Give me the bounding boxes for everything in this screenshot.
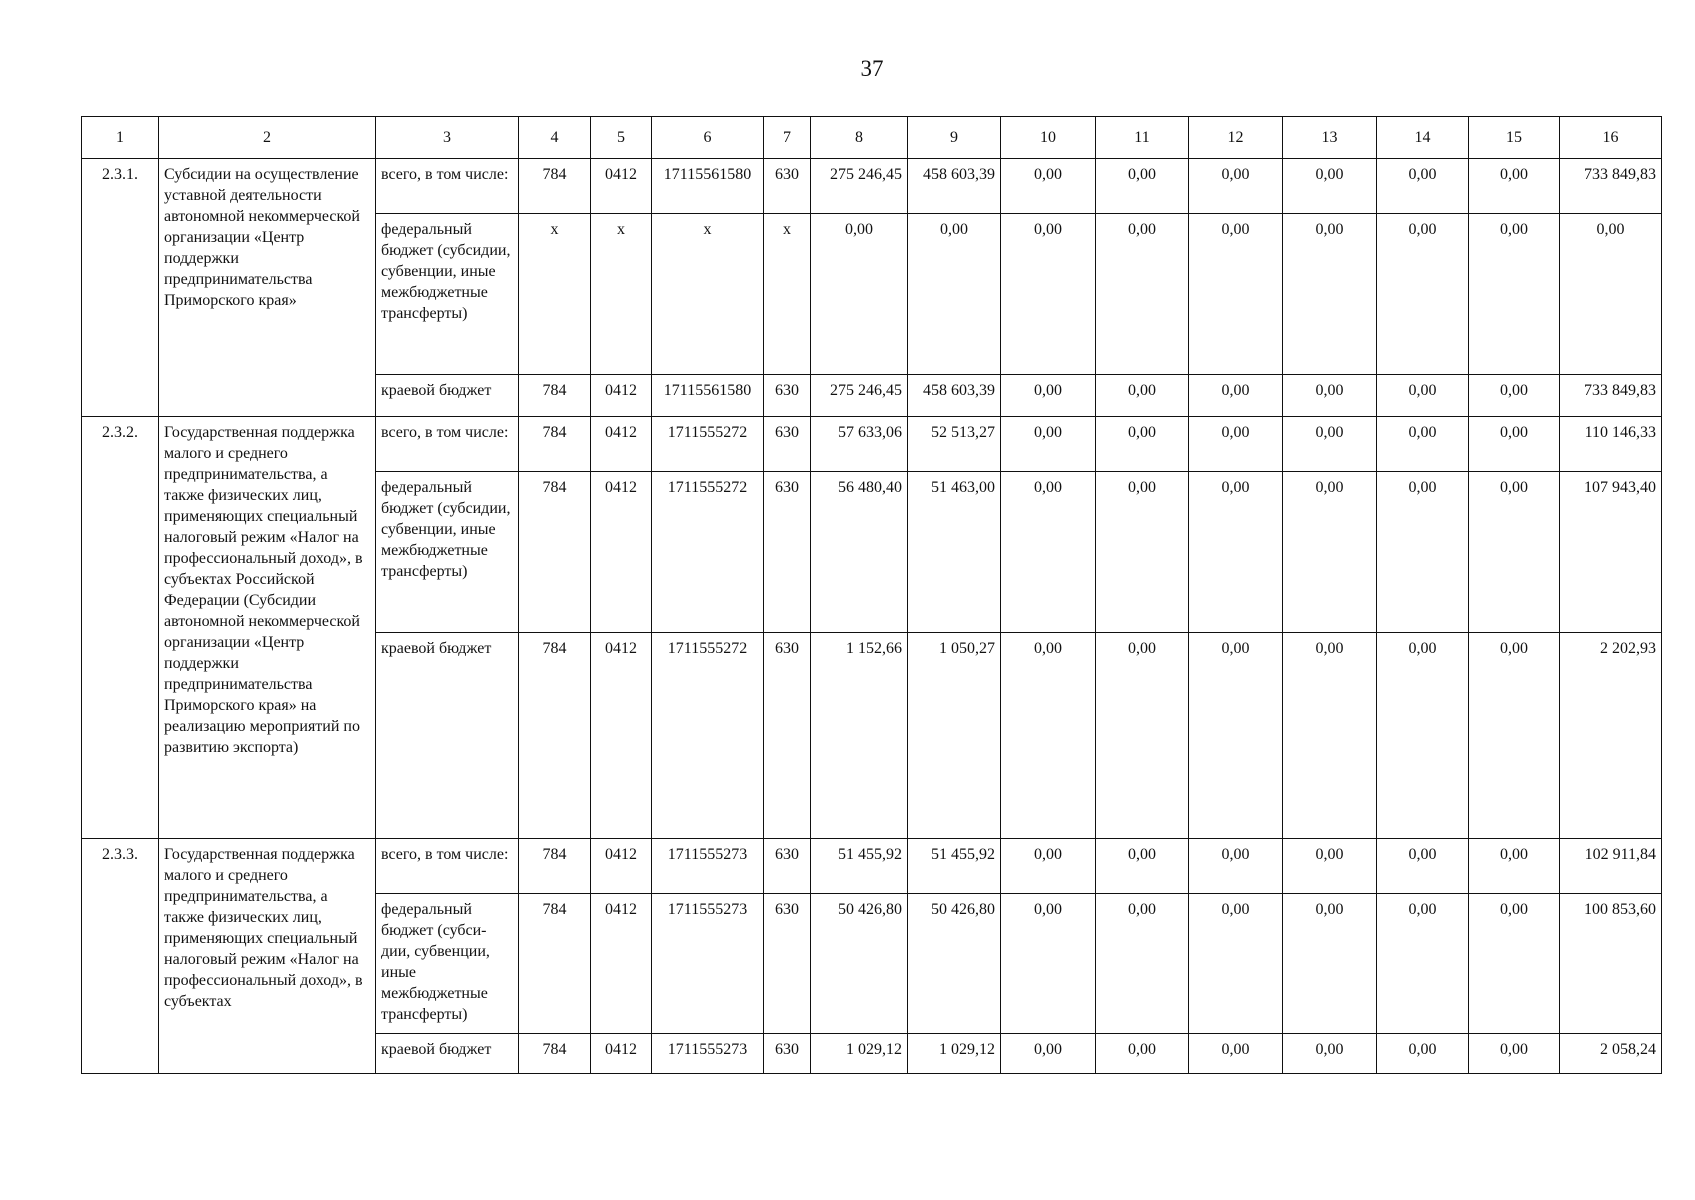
item-code: 2.3.2. [82, 417, 159, 839]
table-cell: 733 849,83 [1560, 375, 1662, 417]
table-cell: 1711555272 [652, 472, 764, 633]
table-cell: 1711555273 [652, 1034, 764, 1074]
table-cell: x [764, 214, 811, 375]
table-cell: 0,00 [1096, 159, 1189, 214]
table-cell: 0,00 [1377, 159, 1469, 214]
table-cell: 0412 [591, 894, 652, 1034]
column-header: 15 [1469, 117, 1560, 159]
funding-source: краевой бюджет [376, 633, 519, 839]
table-cell: 0,00 [1001, 214, 1096, 375]
table-cell: 784 [519, 894, 591, 1034]
table-cell: 0,00 [1096, 472, 1189, 633]
table-row [82, 417, 1662, 472]
column-header: 3 [376, 117, 519, 159]
table-cell: 0,00 [1469, 417, 1560, 472]
table-cell: 0412 [591, 1034, 652, 1074]
budget-table [81, 116, 1662, 1074]
table-cell: 1 152,66 [811, 633, 908, 839]
table-cell: 17115561580 [652, 159, 764, 214]
table-cell: 0,00 [1189, 894, 1283, 1034]
table-cell: 0412 [591, 839, 652, 894]
column-header: 6 [652, 117, 764, 159]
table-cell: 0,00 [1189, 417, 1283, 472]
table-cell: 1711555273 [652, 839, 764, 894]
item-name: Государственная поддержка малого и среднего предпринимательства, а также физических лиц, применяющих специальный налоговый режим «Налог на профессиональный доход», в субъектах Российской Федерации (Субсидии автономной некоммерческой организации «Центр поддержки предпринимательства Приморского края» на реализацию мероприятий по развитию экспорта) [159, 417, 376, 839]
column-header: 13 [1283, 117, 1377, 159]
table-cell: 0,00 [1189, 472, 1283, 633]
table-cell: 0,00 [1189, 839, 1283, 894]
table-cell: 733 849,83 [1560, 159, 1662, 214]
table-cell: 0412 [591, 472, 652, 633]
table-cell: 51 455,92 [908, 839, 1001, 894]
table-cell: 1711555272 [652, 417, 764, 472]
table-cell: 630 [764, 159, 811, 214]
table-cell: 0,00 [1377, 839, 1469, 894]
table-cell: 275 246,45 [811, 375, 908, 417]
table-cell: 0,00 [1283, 214, 1377, 375]
table-cell: 0412 [591, 633, 652, 839]
column-header: 1 [82, 117, 159, 159]
table-cell: 0412 [591, 417, 652, 472]
table-cell: 0,00 [1377, 214, 1469, 375]
table-cell: 2 058,24 [1560, 1034, 1662, 1074]
table-cell: 630 [764, 894, 811, 1034]
table-cell: 0,00 [1189, 214, 1283, 375]
funding-source: краевой бюджет [376, 1034, 519, 1074]
column-header: 4 [519, 117, 591, 159]
funding-source: краевой бюджет [376, 375, 519, 417]
table-cell: 0,00 [1001, 894, 1096, 1034]
table-cell: 50 426,80 [811, 894, 908, 1034]
table-cell: 630 [764, 375, 811, 417]
table-row [82, 839, 1662, 894]
table-cell: 0,00 [1096, 417, 1189, 472]
table-cell: 0,00 [1377, 633, 1469, 839]
table-cell: 50 426,80 [908, 894, 1001, 1034]
table-cell: 0,00 [1469, 633, 1560, 839]
table-cell: 0,00 [1001, 375, 1096, 417]
column-header: 11 [1096, 117, 1189, 159]
column-header: 7 [764, 117, 811, 159]
column-header: 16 [1560, 117, 1662, 159]
funding-source: всего, в том числе: [376, 159, 519, 214]
table-cell: 1 050,27 [908, 633, 1001, 839]
table-cell: 630 [764, 633, 811, 839]
table-cell: 0,00 [1001, 159, 1096, 214]
table-cell: 51 463,00 [908, 472, 1001, 633]
table-cell: 784 [519, 839, 591, 894]
table-cell: 0,00 [1096, 839, 1189, 894]
table-cell: 0,00 [1377, 417, 1469, 472]
table-cell: 0,00 [1469, 472, 1560, 633]
table-cell: 0,00 [1001, 472, 1096, 633]
table-cell: 0,00 [1283, 417, 1377, 472]
item-name: Государственная поддержка малого и среднего предпринимательства, а также физических лиц, применяющих специальный налоговый режим «Налог на профессиональный доход», в субъектах [159, 839, 376, 1074]
table-cell: 0,00 [1096, 1034, 1189, 1074]
table-cell: 0,00 [1283, 159, 1377, 214]
table-cell: 110 146,33 [1560, 417, 1662, 472]
funding-source: федеральный бюджет (субси-дии, субвенции, иные межбюджетные трансферты) [376, 894, 519, 1034]
table-cell: 0,00 [1096, 214, 1189, 375]
item-code: 2.3.1. [82, 159, 159, 417]
funding-source: всего, в том числе: [376, 417, 519, 472]
column-header: 12 [1189, 117, 1283, 159]
table-cell: 0,00 [1283, 1034, 1377, 1074]
table-cell: 0,00 [1283, 375, 1377, 417]
table-cell: 784 [519, 417, 591, 472]
table-cell: 1 029,12 [811, 1034, 908, 1074]
table-cell: 458 603,39 [908, 159, 1001, 214]
funding-source: федеральный бюджет (субсидии, субвенции, иные межбюджетные трансферты) [376, 472, 519, 633]
table-cell: 0,00 [1469, 894, 1560, 1034]
table-cell: 0,00 [1469, 159, 1560, 214]
table-cell: 0,00 [1096, 633, 1189, 839]
table-cell: 784 [519, 1034, 591, 1074]
table-cell: 107 943,40 [1560, 472, 1662, 633]
table-cell: x [519, 214, 591, 375]
header-row [82, 117, 1662, 159]
table-cell: 458 603,39 [908, 375, 1001, 417]
table-cell: 1711555272 [652, 633, 764, 839]
table-cell: 0,00 [1469, 1034, 1560, 1074]
table-cell: 0,00 [1377, 472, 1469, 633]
table-cell: 0,00 [811, 214, 908, 375]
table-cell: 630 [764, 417, 811, 472]
item-name: Субсидии на осуществление уставной деятельности автономной некоммерческой организации «Центр поддержки предпринимательства Приморского края» [159, 159, 376, 417]
table-cell: x [652, 214, 764, 375]
table-cell: 0,00 [1283, 839, 1377, 894]
table-cell: 0,00 [1469, 839, 1560, 894]
table-cell: 0412 [591, 159, 652, 214]
table-cell: 0,00 [1189, 633, 1283, 839]
table-cell: 784 [519, 159, 591, 214]
table-cell: 0,00 [1560, 214, 1662, 375]
table-cell: 0,00 [908, 214, 1001, 375]
table-cell: 784 [519, 472, 591, 633]
table-cell: 0,00 [1001, 633, 1096, 839]
table-body [82, 117, 1662, 1074]
table-cell: 0,00 [1469, 375, 1560, 417]
table-cell: 102 911,84 [1560, 839, 1662, 894]
column-header: 2 [159, 117, 376, 159]
column-header: 8 [811, 117, 908, 159]
column-header: 10 [1001, 117, 1096, 159]
column-header: 14 [1377, 117, 1469, 159]
table-cell: 0,00 [1469, 214, 1560, 375]
table-cell: 784 [519, 633, 591, 839]
table-cell: 56 480,40 [811, 472, 908, 633]
table-cell: 630 [764, 839, 811, 894]
table-cell: 630 [764, 472, 811, 633]
table-cell: 0,00 [1283, 633, 1377, 839]
table-cell: 784 [519, 375, 591, 417]
table-cell: 17115561580 [652, 375, 764, 417]
table-cell: 0,00 [1283, 472, 1377, 633]
table-row [82, 159, 1662, 214]
table-cell: 275 246,45 [811, 159, 908, 214]
item-code: 2.3.3. [82, 839, 159, 1074]
table-cell: 51 455,92 [811, 839, 908, 894]
table-cell: 0,00 [1001, 1034, 1096, 1074]
table-cell: 0,00 [1283, 894, 1377, 1034]
table-cell: 57 633,06 [811, 417, 908, 472]
table-cell: 0,00 [1377, 375, 1469, 417]
table-cell: 2 202,93 [1560, 633, 1662, 839]
table-cell: 0,00 [1096, 894, 1189, 1034]
funding-source: всего, в том числе: [376, 839, 519, 894]
table-cell: 1 029,12 [908, 1034, 1001, 1074]
table-cell: 0,00 [1189, 375, 1283, 417]
page-number: 37 [860, 56, 884, 81]
table-cell: 0,00 [1377, 894, 1469, 1034]
table-cell: 0412 [591, 375, 652, 417]
table-cell: 0,00 [1096, 375, 1189, 417]
table-cell: 0,00 [1001, 839, 1096, 894]
table-cell: 1711555273 [652, 894, 764, 1034]
table-cell: 0,00 [1189, 159, 1283, 214]
table-cell: 0,00 [1189, 1034, 1283, 1074]
table-cell: 0,00 [1377, 1034, 1469, 1074]
table-cell: 52 513,27 [908, 417, 1001, 472]
column-header: 9 [908, 117, 1001, 159]
table-cell: 100 853,60 [1560, 894, 1662, 1034]
table-cell: 0,00 [1001, 417, 1096, 472]
funding-source: федеральный бюджет (субсидии, субвенции, иные межбюджетные трансферты) [376, 214, 519, 375]
column-header: 5 [591, 117, 652, 159]
table-cell: 630 [764, 1034, 811, 1074]
table-cell: x [591, 214, 652, 375]
